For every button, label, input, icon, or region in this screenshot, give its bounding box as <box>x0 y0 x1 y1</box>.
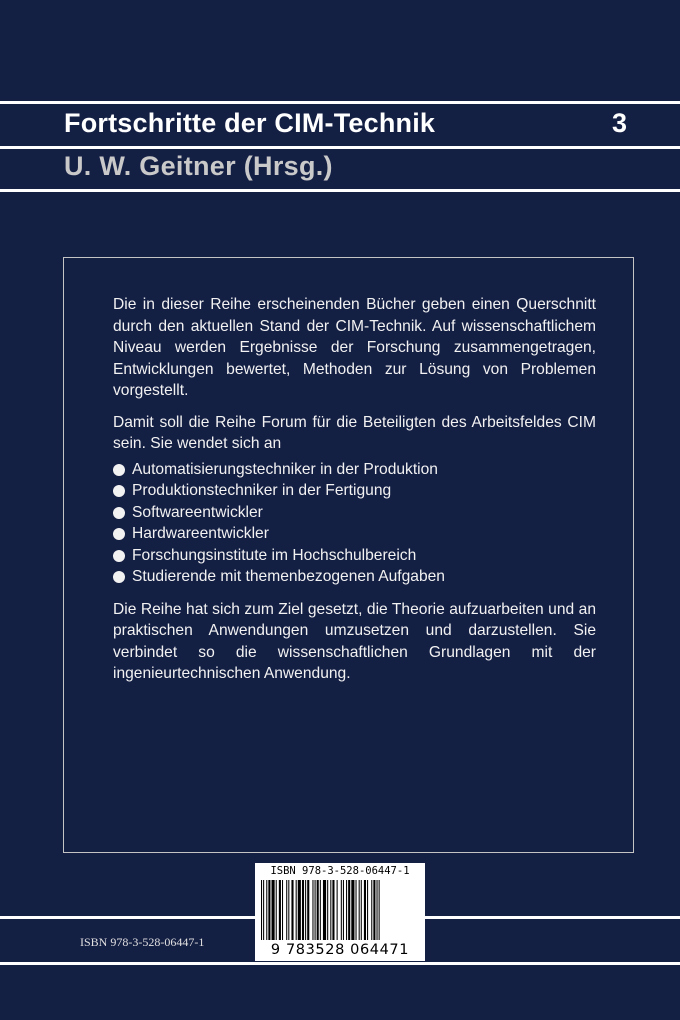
barcode-digits: 9 783528 064471 <box>270 942 410 958</box>
barcode-bar <box>268 880 270 940</box>
footer-isbn: ISBN 978-3-528-06447-1 <box>80 935 205 949</box>
series-title: Fortschritte der CIM-Technik <box>64 108 436 138</box>
audience-label: Studierende mit themenbezogenen Aufgaben <box>132 568 445 585</box>
barcode-bar <box>377 880 378 940</box>
barcode-bar <box>348 880 350 940</box>
barcode-bar <box>315 880 316 940</box>
list-item <box>113 480 596 502</box>
bullet-icon <box>113 571 125 583</box>
barcode-bar <box>298 880 301 940</box>
barcode-bar <box>341 880 342 940</box>
footer-rule-lower <box>0 962 680 965</box>
bullet-icon <box>113 485 125 497</box>
barcode-bar <box>307 880 309 940</box>
barcode-bar <box>379 880 380 940</box>
barcode <box>255 863 425 961</box>
list-item <box>113 545 596 567</box>
barcode-bar <box>279 880 281 940</box>
barcode-bar <box>337 880 338 940</box>
barcode-bar <box>317 880 319 940</box>
description-paragraph-3: Die Reihe hat sich zum Ziel gesetzt, die Theorie aufzuarbeiten und an praktischen Anwendungen umzusetzen und darzustellen. Sie verbindet so die wissenschaftlichen Grundlagen mit der ingenieurtechnischen Anwendung. <box>113 600 596 682</box>
barcode-bar <box>276 880 277 940</box>
audience-label: Automatisierungstechniker in der Produktion <box>132 460 438 478</box>
barcode-bar <box>312 880 313 940</box>
barcode-bar <box>367 880 368 940</box>
audience-label: Produktionstechniker in der Fertigung <box>132 482 392 499</box>
editor-rule <box>0 189 680 192</box>
barcode-bar <box>263 880 264 940</box>
audience-label: Forschungsinstitute im Hochschulbereich <box>132 546 417 564</box>
series-number: 3 <box>612 108 628 138</box>
barcode-bar <box>359 880 360 940</box>
barcode-bar <box>327 880 328 940</box>
barcode-bar <box>305 880 306 940</box>
barcode-bar <box>356 880 357 940</box>
barcode-bar <box>320 880 321 940</box>
audience-label: Softwareentwickler <box>132 503 263 521</box>
list-item <box>113 459 596 481</box>
audience-list <box>113 459 596 588</box>
barcode-isbn-label: ISBN 978-3-528-06447-1 <box>270 865 410 877</box>
barcode-bar <box>332 880 334 940</box>
barcode-bar <box>286 880 287 940</box>
barcode-bar <box>330 880 331 940</box>
title-rule <box>0 146 680 149</box>
barcode-bar <box>302 880 304 940</box>
bullet-icon <box>113 550 125 562</box>
barcode-bar <box>373 880 375 940</box>
barcode-bar <box>351 880 354 940</box>
barcode-bar <box>266 880 267 940</box>
barcode-bar <box>261 880 262 940</box>
barcode-bar <box>364 880 366 940</box>
bullet-icon <box>113 507 125 519</box>
top-rule <box>0 101 680 104</box>
description-paragraph-1: Die in dieser Reihe erscheinenden Bücher geben einen Querschnitt durch den aktuellen Stand der CIM-Technik. Auf wissenschaftlichem Niveau werden Ergebnisse der Forschung zusammengetragen, Entwicklungen bewertet, Methoden zur Lösung von Problemen vorgestellt. <box>113 296 596 399</box>
audience-label: Hardwareentwickler <box>132 525 269 542</box>
list-item <box>113 523 596 545</box>
barcode-bar <box>343 880 344 940</box>
barcode-bar <box>296 880 297 940</box>
description-text <box>113 294 596 695</box>
barcode-bar <box>361 880 362 940</box>
barcode-bars <box>261 880 419 940</box>
bullet-icon <box>113 528 125 540</box>
barcode-bar <box>291 880 293 940</box>
editor-name: U. W. Geitner (Hrsg.) <box>64 151 333 181</box>
barcode-bar <box>346 880 347 940</box>
barcode-bar <box>282 880 283 940</box>
barcode-bar <box>288 880 289 940</box>
barcode-bar <box>371 880 372 940</box>
bullet-icon <box>113 464 125 476</box>
description-paragraph-2: Damit soll die Reihe Forum für die Beteiligten des Arbeitsfeldes CIM sein. Sie wendet sich an <box>113 413 596 452</box>
list-item <box>113 502 596 524</box>
barcode-bar <box>323 880 326 940</box>
list-item <box>113 566 596 588</box>
barcode-bar <box>272 880 275 940</box>
